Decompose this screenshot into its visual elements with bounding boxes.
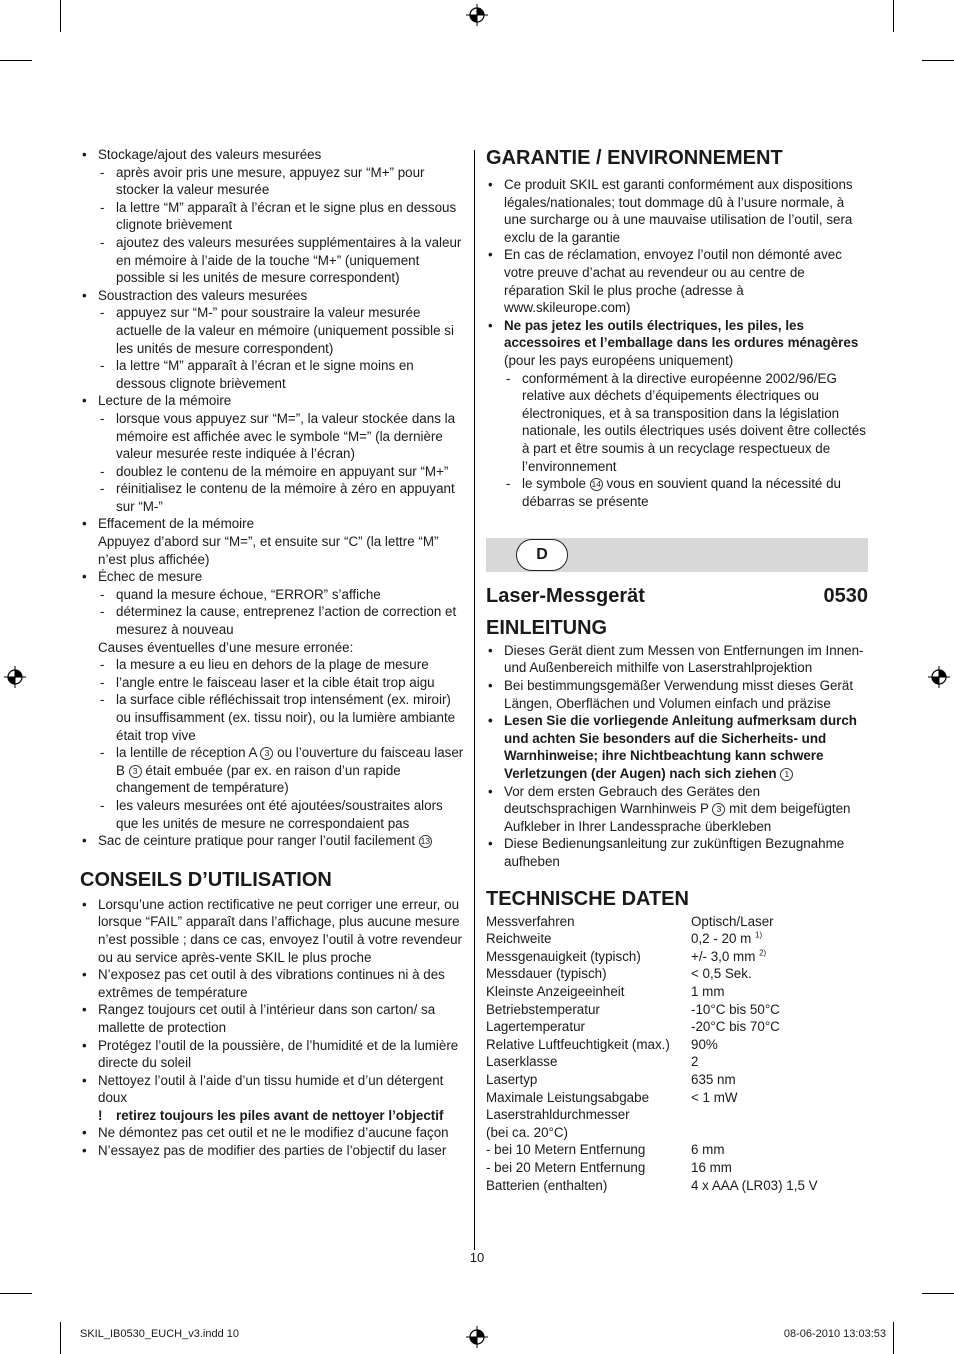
footnote-ref: 2) (759, 948, 767, 958)
list-item: - lorsque vous appuyez sur “M=”, la valeur stockée dans la mémoire est affichée avec le symbole “M=” (la dernière valeur mesurée reste indiquée à l’écran) (80, 410, 465, 463)
table-row (486, 1053, 818, 1071)
reference-number: 3 (260, 747, 273, 760)
table-row (486, 965, 818, 983)
list-item: • N’exposez pas cet outil à des vibrations continues ni à des extrêmes de température (80, 966, 465, 1001)
list-item: • Stockage/ajout des valeurs mesurées (80, 146, 465, 164)
list-item: - après avoir pris une mesure, appuyez sur “M+” pour stocker la valeur mesurée (80, 164, 465, 199)
table-row (486, 1018, 818, 1036)
spec-value: 2 (691, 1054, 699, 1070)
table-row (486, 913, 818, 931)
spec-value (691, 1124, 818, 1142)
list-item: • Protégez l’outil de la poussière, de l’humidité et de la lumière directe du soleil (80, 1037, 465, 1072)
spec-label: Batterien (enthalten) (486, 1177, 608, 1193)
spec-value: 4 x AAA (LR03) 1,5 V (691, 1177, 818, 1193)
registration-mark-icon (466, 4, 488, 26)
footnote-ref: 1) (755, 930, 763, 940)
list-item: - conformément à la directive européenne 2002/96/EG relative aux déchets d’équipements électriques ou électroniques, et à sa transposition dans la législation nationale, les outils électriques usés doivent être collectés à part et être soumis à un recyclage respectueux de l’environnement (486, 370, 868, 476)
list-item: • Nettoyez l’outil à l’aide d’un tissu humide et d’un détergent doux (80, 1072, 465, 1107)
reference-number: 14 (591, 479, 601, 490)
crop-mark (893, 1322, 894, 1354)
footer-timestamp: 08-06-2010 13:03:53 (783, 1328, 886, 1340)
language-badge: D (516, 539, 568, 571)
list-item: - la lentille de réception A 3 ou l’ouverture du faisceau laser B 3 était embuée (par ex. en raison d’un rapide changement de température) (80, 744, 465, 797)
table-row (486, 1036, 818, 1054)
spec-value: 16 mm (691, 1159, 732, 1175)
table-row (486, 1177, 818, 1195)
reference-number: 1 (780, 768, 793, 781)
list-item: - ajoutez des valeurs mesurées supplémentaires à la valeur en mémoire à l’aide de la touche “M+” (uniquement possible si les unités de mesure correspondent) (80, 234, 465, 287)
language-bar (486, 538, 868, 572)
list-item: - l’angle entre le faisceau laser et la cible était trop aigu (80, 674, 465, 692)
crop-mark (60, 1322, 61, 1354)
list-item: - quand la mesure échoue, “ERROR” s’affiche (80, 586, 465, 604)
paragraph: Appuyez d’abord sur “M=”, et ensuite sur “C” (la lettre “M” n’est plus affichée) (98, 534, 439, 567)
list-item: • Effacement de la mémoire (80, 515, 465, 533)
reference-number: 3 (712, 803, 725, 816)
list-item: • Lorsqu’une action rectificative ne peut corriger une erreur, ou lorsque “FAIL” apparaît dans l’affichage, plus aucune mesure n’est possible ; dans ce cas, envoyez l’outil à votre revendeur ou au service après-vente SKIL le plus proche (80, 896, 465, 966)
table-row (486, 1089, 818, 1107)
spec-label: Messverfahren (486, 913, 575, 929)
product-title (486, 585, 868, 608)
reference-number: 3 (129, 765, 142, 778)
spec-label: Relative Luftfeuchtigkeit (max.) (486, 1036, 670, 1052)
section-heading: TECHNISCHE DATEN (486, 887, 689, 910)
spec-label: Messgenauigkeit (typisch) (486, 948, 641, 964)
list-item: - le symbole 14 vous en souvient quand la nécessité du débarras se présente (486, 475, 868, 510)
list-item: - réinitialisez le contenu de la mémoire à zéro en appuyant sur “M-” (80, 480, 465, 515)
spec-label: (bei ca. 20°C) (486, 1124, 569, 1140)
list-item: • Dieses Gerät dient zum Messen von Entfernungen im Innen- und Außenbereich mithilfe von Laserstrahlprojektion (486, 642, 868, 677)
spec-label: Messdauer (typisch) (486, 966, 607, 982)
page-number: 10 (469, 1250, 485, 1265)
spec-value: < 1 mW (691, 1089, 738, 1105)
crop-mark (0, 60, 32, 61)
spec-label: Laserklasse (486, 1054, 558, 1070)
reference-number: 13 (420, 836, 431, 847)
list-item: - la mesure a eu lieu en dehors de la plage de mesure (80, 656, 465, 674)
spec-label: Maximale Leistungsabgabe (486, 1089, 650, 1105)
table-row (486, 1141, 818, 1159)
spec-value: 0,2 - 20 m $^{1)}$ (691, 930, 763, 947)
spec-label: Lagertemperatur (486, 1019, 585, 1035)
right-column (486, 146, 868, 1194)
spec-label: Laserstrahldurchmesser (486, 1107, 630, 1123)
table-row (486, 948, 818, 966)
list-item: - appuyez sur “M-” pour soustraire la valeur mesurée actuelle de la valeur en mémoire (uniquement possible si les unités de mesure correspondent) (80, 304, 465, 357)
spec-label: Betriebstemperatur (486, 1001, 600, 1017)
column-divider (474, 150, 475, 1250)
spec-label: - bei 20 Metern Entfernung (486, 1159, 646, 1175)
table-row (486, 1001, 818, 1019)
spec-label: Kleinste Anzeigeeinheit (486, 983, 625, 999)
spec-label: - bei 10 Metern Entfernung (486, 1142, 646, 1158)
list-item: • Rangez toujours cet outil à l’intérieur dans son carton/ sa mallette de protection (80, 1001, 465, 1036)
spec-value (691, 1106, 818, 1124)
list-item: • N’essayez pas de modifier des parties de l’objectif du laser (80, 1142, 465, 1160)
spec-value: +/- 3,0 mm $^{2)}$ (691, 948, 767, 964)
list-item: • Lesen Sie die vorliegende Anleitung aufmerksam durch und achten Sie besonders auf die Sicherheits- und Warnhinweise; ihre Nichtbeachtung kann schwere Verletzungen (der Augen) nach sich ziehen 1 (486, 712, 868, 782)
spec-value: -10°C bis 50°C (691, 1001, 780, 1017)
list-item: • Diese Bedienungsanleitung zur zukünftigen Bezugnahme aufheben (486, 835, 868, 870)
table-row (486, 1106, 818, 1124)
spec-value: < 0,5 Sek. (691, 966, 752, 982)
table-row (486, 1124, 818, 1142)
paragraph: Causes éventuelles d’une mesure erronée: (98, 639, 354, 655)
list-item: • Soustraction des valeurs mesurées (80, 287, 465, 305)
left-column (80, 146, 465, 1160)
warning-item: ! retirez toujours les piles avant de nettoyer l’objectif (98, 1107, 444, 1123)
tech-data-table (486, 913, 818, 1195)
table-row (486, 930, 818, 948)
list-item: • Échec de mesure (80, 568, 465, 586)
crop-mark (60, 0, 61, 32)
table-row (486, 1071, 818, 1089)
table-row (486, 983, 818, 1001)
product-code: 0530 (823, 585, 868, 608)
section-heading: EINLEITUNG (486, 616, 608, 639)
list-item: - la lettre “M” apparaît à l’écran et le signe plus en dessous clignote brièvement (80, 199, 465, 234)
list-item: - la surface cible réfléchissait trop intensément (ex. miroir) ou insuffisamment (ex. tissu noir), ou la lumière ambiante était trop vive (80, 691, 465, 744)
section-heading: GARANTIE / ENVIRONNEMENT (486, 147, 783, 169)
list-item: • Vor dem ersten Gebrauch des Gerätes den deutschsprachigen Warnhinweis P 3 mit dem beigefügten Aufkleber in Ihrer Landessprache überkleben (486, 783, 868, 836)
crop-mark (922, 60, 954, 61)
list-item: - la lettre “M” apparaît à l’écran et le signe moins en dessous clignote brièvement (80, 357, 465, 392)
spec-label: Lasertyp (486, 1071, 538, 1087)
spec-value: 1 mm (691, 983, 725, 999)
spec-value: 6 mm (691, 1142, 725, 1158)
list-item: - déterminez la cause, entreprenez l’action de correction et mesurez à nouveau (80, 603, 465, 638)
table-row (486, 1159, 818, 1177)
list-item: • Ce produit SKIL est garanti conformément aux dispositions légales/nationales; tout dommage dû à l’usure normale, à une surcharge ou à une mauvaise utilisation de l’outil, sera exclu de la garantie (486, 176, 868, 246)
list-item: • Ne démontez pas cet outil et ne le modifiez d’aucune façon (80, 1124, 465, 1142)
spec-value: Optisch/Laser (691, 913, 774, 929)
list-item: • En cas de réclamation, envoyez l’outil non démonté avec votre preuve d’achat au revendeur ou au centre de réparation Skil le plus proche (adresse à www.skileurope.com) (486, 246, 868, 316)
product-name: Laser-Messgerät (486, 585, 645, 608)
list-item: • Bei bestimmungsgemäßer Verwendung misst dieses Gerät Längen, Oberflächen und Volumen einfach und präzise (486, 677, 868, 712)
spec-value: 635 nm (691, 1071, 736, 1087)
crop-mark (893, 0, 894, 32)
spec-value: 90% (691, 1036, 718, 1052)
list-item: - doublez le contenu de la mémoire en appuyant sur “M+” (80, 463, 465, 481)
crop-mark (0, 1293, 32, 1294)
list-item: - les valeurs mesurées ont été ajoutées/soustraites alors que les unités de mesure ne correspondaient pas (80, 797, 465, 832)
spec-label: Reichweite (486, 931, 552, 947)
crop-mark (922, 1293, 954, 1294)
footer-filename: SKIL_IB0530_EUCH_v3.indd 10 (80, 1328, 239, 1340)
list-item: • Sac de ceinture pratique pour ranger l’outil facilement 13 (80, 832, 465, 850)
registration-mark-icon (466, 1326, 488, 1348)
list-item: • Lecture de la mémoire (80, 392, 465, 410)
list-item: • Ne pas jetez les outils électriques, les piles, les accessoires et l’emballage dans les ordures ménagères (pour les pays européens uniquement) (486, 317, 868, 370)
section-heading: CONSEILS D’UTILISATION (80, 868, 332, 891)
registration-mark-icon (4, 666, 26, 688)
spec-value: -20°C bis 70°C (691, 1019, 780, 1035)
registration-mark-icon (928, 666, 950, 688)
